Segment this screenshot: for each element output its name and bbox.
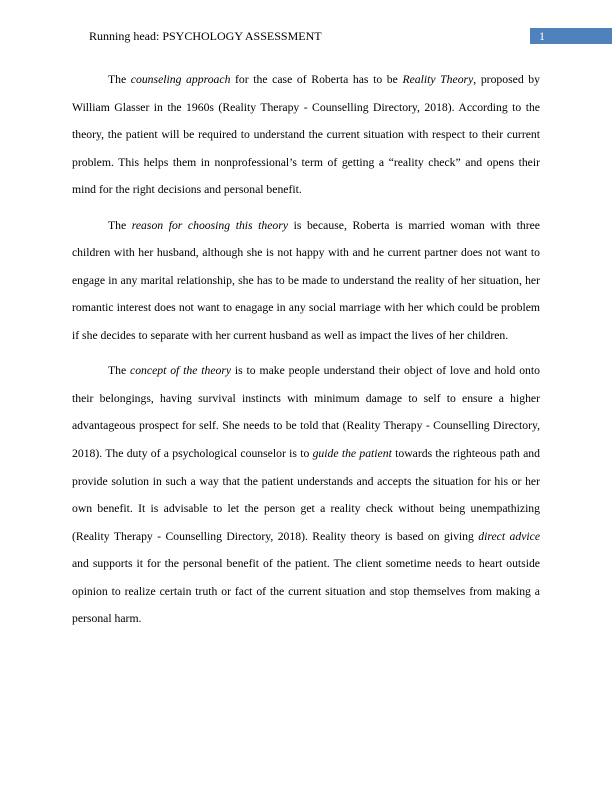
- paragraph-concept-of-theory: [72, 357, 540, 633]
- text-run: is to make people understand their object of love and hold onto their belongings, having survival instincts with minimum damage to self to ensure a higher advantageous prospect for self. She needs to be told that (Reality Therapy - Counselling Directory, 2018). The duty of a psychological counselor is to: [72, 364, 540, 460]
- italic-phrase: counseling approach: [130, 73, 231, 86]
- page-number-box: [530, 28, 612, 44]
- text-run: , proposed by William Glasser in the 1960s (Reality Therapy - Counselling Directory, 2018). According to the theory, the patient will be required to understand the current situation with respect to their current problem. This helps them in nonprofessional’s term of getting a “reality check” and opens their mind for the right decisions and personal benefit.: [72, 73, 540, 197]
- text-run: towards the righteous path and provide solution in such a way that the patient understands and accepts the situation for his or her own benefit. It is advisable to let the person get a reality check without being unempathizing (Reality Therapy - Counselling Directory, 2018). Reality theory is based on giving: [72, 446, 540, 543]
- italic-phrase: direct advice: [478, 529, 541, 543]
- text-run: The: [108, 73, 131, 86]
- document-body: [72, 66, 540, 641]
- text-run: The: [108, 364, 131, 378]
- italic-phrase: guide the patient: [312, 446, 392, 460]
- running-head: Running head: PSYCHOLOGY ASSESSMENT: [89, 29, 322, 43]
- text-run: for the case of Roberta has to be: [230, 73, 403, 86]
- text-run: is because, Roberta is married woman with three children with her husband, although she is not happy with and he current partner does not want to engage in any marital relationship, she has to be made to understand the reality of her situation, her romantic interest does not want to enagage in any social marriage with her which could be problem if she decides to separate with her current husband as well as impact the lives of her children.: [72, 218, 540, 342]
- text-run: and supports it for the personal benefit of the patient. The client sometime needs to heart outside opinion to realize certain truth or fact of the current situation and stop themselves from making a personal harm.: [72, 557, 540, 626]
- italic-phrase: reason for choosing this theory: [131, 218, 289, 232]
- page-number: 1: [539, 29, 545, 43]
- italic-phrase: Reality Theory: [402, 73, 474, 86]
- italic-phrase: concept of the theory: [130, 364, 232, 378]
- text-run: The: [108, 218, 132, 232]
- paragraph-reason-for-theory: [72, 212, 540, 350]
- paragraph-counseling-approach: [72, 66, 540, 204]
- page-header: [0, 28, 612, 44]
